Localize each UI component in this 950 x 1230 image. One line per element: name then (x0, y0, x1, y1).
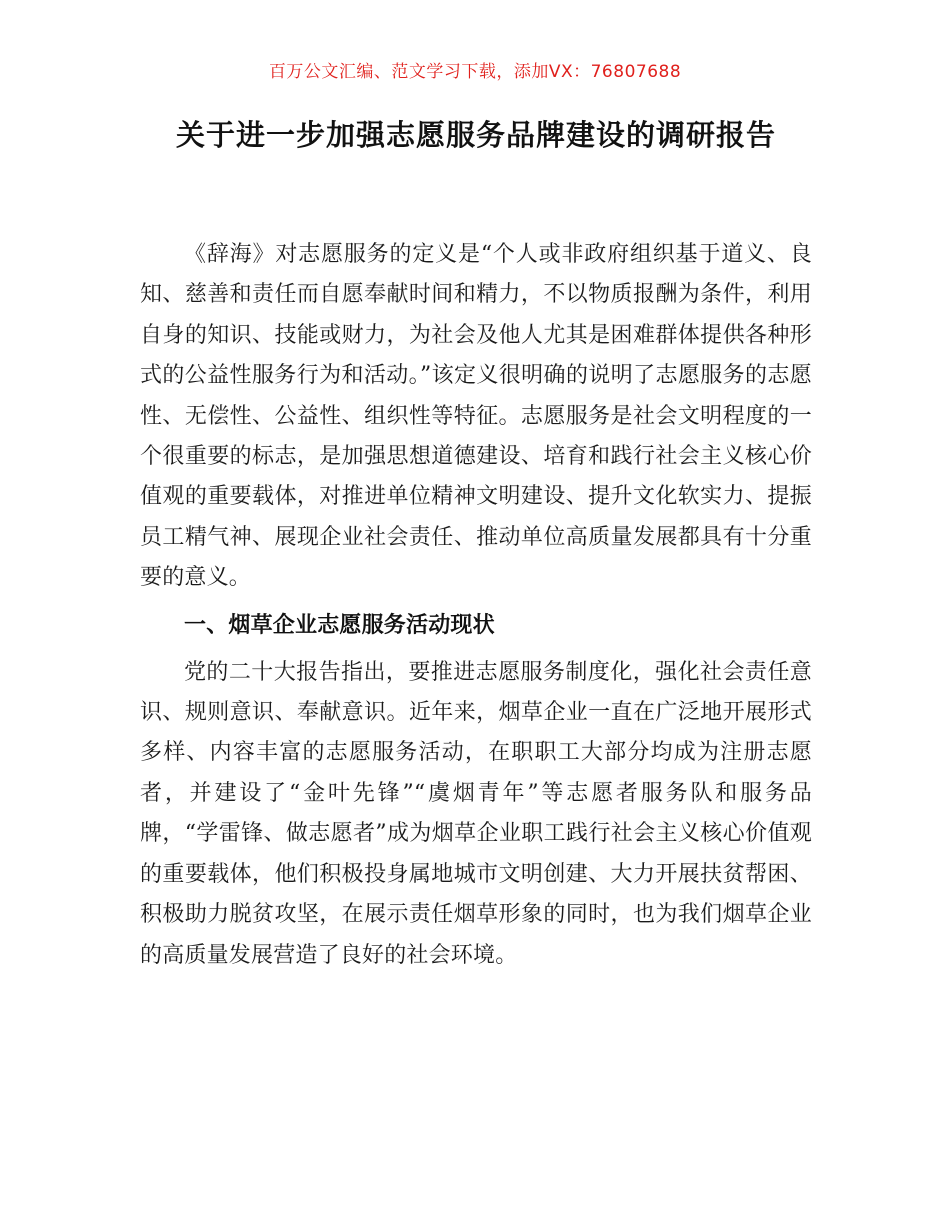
header-watermark-note: 百万公文汇编、范文学习下载，添加VX：76807688 (268, 62, 682, 82)
intro-paragraph: 《辞海》对志愿服务的定义是“个人或非政府组织基于道义、良知、慈善和责任而自愿奉献时间和精力，不以物质报酬为条件，利用自身的知识、技能或财力，为社会及他人尤其是困难群体提供各种形式的公益性服务行为和活动。”该定义很明确的说明了志愿服务的志愿性、无偿性、公益性、组织性等特征。志愿服务是社会文明程度的一个很重要的标志，是加强思想道德建设、培育和践行社会主义核心价值观的重要载体，对推进单位精神文明建设、提升文化软实力、提振员工精气神、展现企业社会责任、推动单位高质量发展都具有十分重要的意义。 (140, 242, 812, 591)
section-paragraph: 党的二十大报告指出，要推进志愿服务制度化，强化社会责任意识、规则意识、奉献意识。近年来，烟草企业一直在广泛地开展形式多样、内容丰富的志愿服务活动，在职职工大部分均成为注册志愿者，并建设了“金叶先锋”“虞烟青年”等志愿者服务队和服务品牌，“学雷锋、做志愿者”成为烟草企业职工践行社会主义核心价值观的重要载体，他们积极投身属地城市文明创建、大力开展扶贫帮困、积极助力脱贫攻坚，在展示责任烟草形象的同时，也为我们烟草企业的高质量发展营造了良好的社会环境。 (140, 659, 812, 968)
section-heading: 一、烟草企业志愿服务活动现状 (184, 612, 495, 638)
document-title: 关于进一步加强志愿服务品牌建设的调研报告 (175, 118, 776, 152)
document-body (140, 235, 812, 976)
